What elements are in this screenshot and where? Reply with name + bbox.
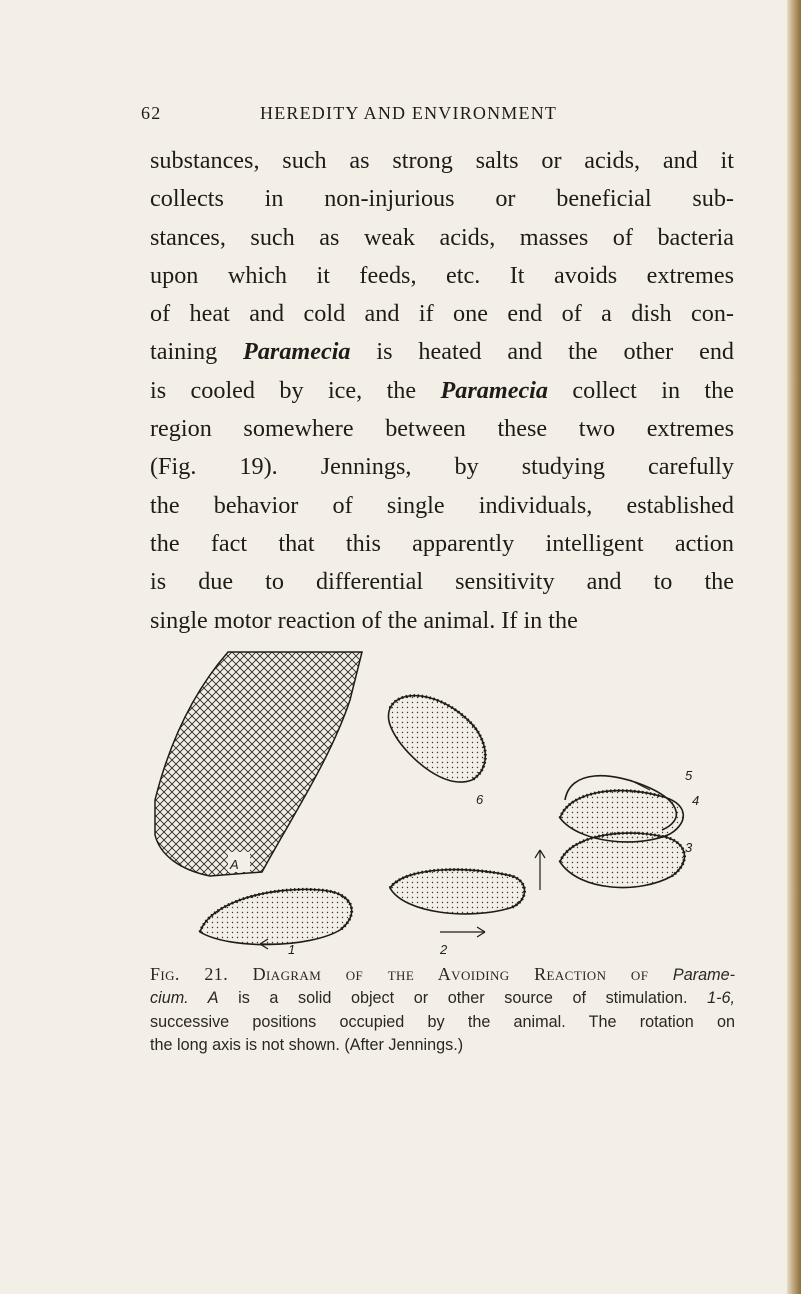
caption-line: successive positions occupied by the animal. The rotation on — [150, 1012, 735, 1031]
body-line: region somewhere between these two extremes — [150, 415, 734, 443]
paramecium-position-6 — [388, 696, 485, 782]
italic-term: Paramecia — [440, 376, 548, 404]
label-position-1: 1 — [288, 942, 296, 957]
paramecium-position-2 — [390, 870, 525, 937]
caption-line: the long axis is not shown. (After Jennings.) — [150, 1036, 464, 1055]
paramecium-position-1 — [200, 889, 352, 949]
page-number: 62 — [141, 103, 162, 123]
label-a: A — [230, 857, 239, 872]
label-position-5: 5 — [685, 768, 693, 783]
figure-caption — [150, 963, 735, 1058]
body-line: the fact that this apparently intelligent action — [150, 529, 734, 557]
body-line: upon which it feeds, etc. It avoids extremes — [150, 261, 734, 289]
text-run: taining — [150, 338, 244, 366]
caption-italic: 1-6, — [707, 989, 735, 1008]
caption-line — [150, 963, 735, 987]
text-run: collect in the — [548, 376, 734, 404]
label-position-2: 2 — [440, 942, 448, 957]
body-line: is due to differential sensitivity and to the — [150, 568, 734, 596]
body-line: single motor reaction of the animal. If in the — [150, 606, 578, 634]
body-paragraph — [150, 142, 734, 640]
body-line: collects in non-injurious or beneficial sub- — [150, 185, 734, 213]
solid-object-a — [155, 652, 362, 876]
text-run: is heated and the other end — [350, 338, 735, 366]
paramecium-positions-3-5 — [535, 776, 685, 890]
page-edge — [787, 0, 801, 1294]
body-line: the behavior of single individuals, established — [150, 491, 734, 519]
caption-line — [150, 987, 735, 1010]
body-line: (Fig. 19). Jennings, by studying carefully — [150, 453, 734, 481]
body-line: of heat and cold and if one end of a dish con- — [150, 300, 734, 328]
body-line: substances, such as strong salts or acids, and it — [150, 147, 734, 174]
running-title: HEREDITY AND ENVIRONMENT — [260, 103, 558, 123]
caption-title: Fig. 21. Diagram of the Avoiding Reaction of — [150, 964, 673, 984]
label-position-6: 6 — [476, 792, 484, 807]
caption-italic: Parame- — [672, 966, 735, 984]
page-header — [141, 103, 631, 133]
text-run: is cooled by ice, the — [150, 376, 441, 404]
caption-italic: A — [188, 989, 219, 1008]
body-line: stances, such as weak acids, masses of bacteria — [150, 223, 734, 251]
label-position-3: 3 — [685, 840, 693, 855]
body-line — [150, 372, 734, 410]
body-line — [150, 333, 734, 371]
italic-term: Paramecia — [243, 338, 351, 366]
avoiding-reaction-diagram — [140, 640, 740, 960]
caption-text: is a solid object or other source of stimulation. — [218, 989, 708, 1008]
caption-italic: cium. — [150, 989, 189, 1008]
label-position-4: 4 — [692, 793, 700, 808]
